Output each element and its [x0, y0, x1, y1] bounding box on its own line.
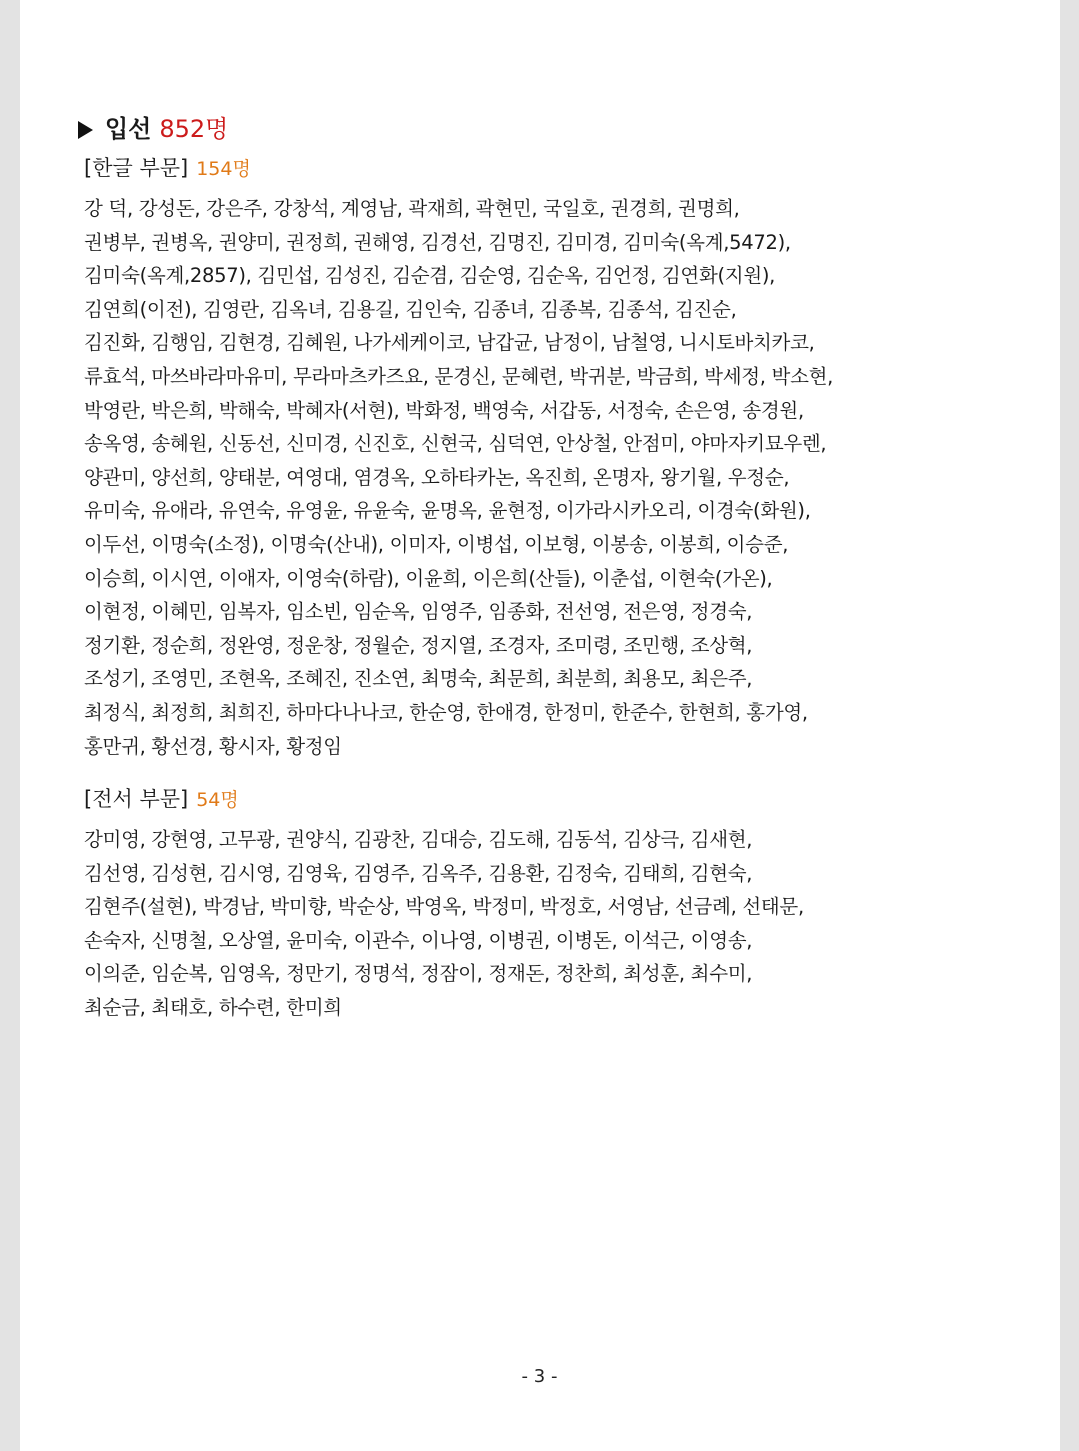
page-number: - 3 - [521, 1366, 558, 1387]
award-count: 852명 [159, 115, 229, 143]
name-line: 이의준, 임순복, 임영옥, 정만기, 정명석, 정잠이, 정재돈, 정찬희, 최성훈, 최수미, [84, 962, 753, 986]
name-line: 권병부, 권병옥, 권양미, 권정희, 권해영, 김경선, 김명진, 김미경, 김미숙(옥계,5472), [84, 230, 791, 254]
section-count: 154명 [196, 158, 251, 180]
name-line: 정기환, 정순희, 정완영, 정운창, 정월순, 정지열, 조경자, 조미령, 조민행, 조상혁, [84, 633, 753, 657]
name-line: 조성기, 조영민, 조현옥, 조혜진, 진소연, 최명숙, 최문희, 최분희, 최용모, 최은주, [84, 667, 753, 691]
name-line: 김진화, 김행임, 김현경, 김혜원, 나가세케이코, 남갑균, 남정이, 남철영, 니시토바치카코, [84, 331, 815, 355]
name-line: 홍만귀, 황선경, 황시자, 황정임 [84, 734, 342, 758]
page-content [84, 108, 1004, 1025]
name-line: 최정식, 최정희, 최희진, 하마다나나코, 한순영, 한애경, 한정미, 한준수, 한현희, 홍가영, [84, 700, 808, 724]
triangle-bullet-icon [78, 121, 93, 139]
name-line: 손숙자, 신명철, 오상열, 윤미숙, 이관수, 이나영, 이병권, 이병돈, 이석근, 이영송, [84, 928, 753, 952]
name-line: 김현주(설현), 박경남, 박미향, 박순상, 박영옥, 박정미, 박정호, 서영남, 선금례, 선태문, [84, 895, 804, 919]
name-line: 김연희(이전), 김영란, 김옥녀, 김용길, 김인숙, 김종녀, 김종복, 김종석, 김진순, [84, 297, 737, 321]
award-heading [84, 108, 1004, 150]
section-heading-jeonseo [84, 781, 1004, 817]
name-line: 김선영, 김성현, 김시영, 김영육, 김영주, 김옥주, 김용환, 김정숙, 김태희, 김현숙, [84, 861, 753, 885]
name-line: 강 덕, 강성돈, 강은주, 강창석, 계영남, 곽재희, 곽현민, 국일호, 권경희, 권명희, [84, 197, 740, 220]
award-title: 입선 [105, 115, 152, 143]
name-line: 박영란, 박은희, 박해숙, 박혜자(서현), 박화정, 백영숙, 서갑동, 서정숙, 손은영, 송경원, [84, 398, 804, 422]
name-line: 최순금, 최태호, 하수련, 한미희 [84, 996, 342, 1020]
section-count: 54명 [196, 789, 239, 812]
name-line: 이승희, 이시연, 이애자, 이영숙(하람), 이윤희, 이은희(산들), 이춘섭, 이현숙(가온), [84, 566, 773, 590]
name-line: 김미숙(옥계,2857), 김민섭, 김성진, 김순겸, 김순영, 김순옥, 김언정, 김연화(지원), [84, 264, 776, 288]
name-line: 송옥영, 송혜원, 신동선, 신미경, 신진호, 신현국, 심덕연, 안상철, 안점미, 야마자키묘우렌, [84, 432, 827, 456]
name-line: 이두선, 이명숙(소정), 이명숙(산내), 이미자, 이병섭, 이보형, 이봉송, 이봉희, 이승준, [84, 532, 789, 556]
name-line: 유미숙, 유애라, 유연숙, 유영윤, 유윤숙, 윤명옥, 윤현정, 이가라시카오리, 이경숙(화원), [84, 499, 811, 523]
name-line: 양관미, 양선희, 양태분, 여영대, 염경옥, 오하타카논, 옥진희, 온명자, 왕기월, 우정순, [84, 465, 790, 489]
section-heading-hangul [84, 150, 1004, 186]
section-title: [전서 부문] [84, 787, 189, 812]
name-list-hangul [84, 192, 1004, 763]
name-line: 류효석, 마쓰바라마유미, 무라마츠카즈요, 문경신, 문혜련, 박귀분, 박금희, 박세정, 박소현, [84, 364, 834, 388]
name-line: 이현정, 이혜민, 임복자, 임소빈, 임순옥, 임영주, 임종화, 전선영, 전은영, 정경숙, [84, 600, 753, 624]
section-title: [한글 부문] [84, 156, 189, 180]
name-line: 강미영, 강현영, 고무광, 권양식, 김광찬, 김대승, 김도해, 김동석, 김상극, 김새현, [84, 828, 753, 852]
name-list-jeonseo [84, 823, 1004, 1025]
